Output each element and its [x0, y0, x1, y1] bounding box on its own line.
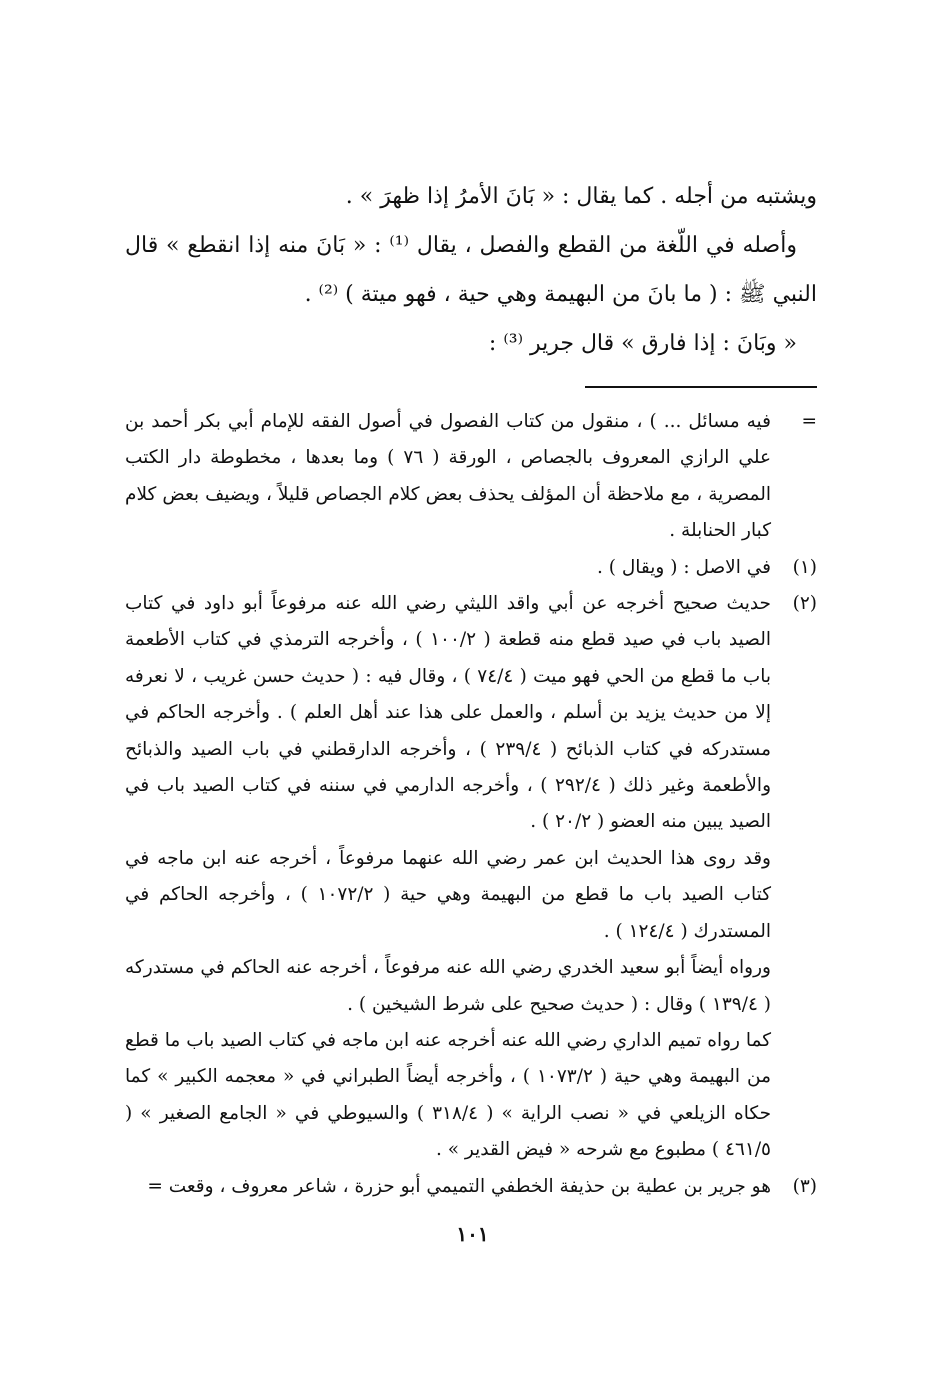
footnote-marker: (١): [792, 556, 817, 578]
footnote-text: ورواه أيضاً أبو سعيد الخدري رضي الله عنه مرفوعاً ، أخرجه عنه الحاكم في مستدركه ( ١٣٩/٤ ) وقال : ( حديث صحيح على شرط الشيخين ) .: [125, 957, 771, 1015]
footnote-text: حديث صحيح أخرجه عن أبي واقد الليثي رضي الله عنه مرفوعاً أبو داود في كتاب الصيد باب في صيد قطع منه قطعة ( ١٠٠/٢ ) ، وأخرجه الترمذي في كتاب الأطعمة باب ما قطع من الحي فهو ميت ( ٧٤/٤ ) ، وقال فيه : ( حديث حسن غريب ، لا نعرفه إلا من حديث يزيد بن أسلم ، والعمل على هذا عند أهل العلم ) . وأخرجه الحاكم في مستدركه في كتاب الذبائح ( ٢٣٩/٤ ) ، وأخرجه الدارقطني في باب الصيد والذبائح والأطعمة وغير ذلك ( ٢٩٢/٤ ) ، وأخرجه الدارمي في سننه في كتاب الصيد باب في الصيد يبين منه العضو ( ٢٠/٢ ) .: [125, 593, 772, 833]
footnote-text: كما رواه تميم الداري رضي الله عنه أخرجه عنه ابن ماجه في كتاب الصيد باب ما قطع من البهيمة وهي حية ( ١٠٧٣/٢ ) ، وأخرجه أيضاً الطبراني في « معجمه الكبير » كما حكاه الزيلعي في « نصب الراية » ( ٣١٨/٤ ) والسيوطي في « الجامع الصغير » ( ٤٦١/٥ ) مطبوع مع شرحه « فيض القدير » .: [125, 1029, 771, 1161]
footnote-marker: (٢): [792, 593, 817, 615]
footnote-text: فيه مسائل ... ) ، منقول من كتاب الفصول في أصول الفقه للإمام أبي بكر أحمد بن علي الرازي المعروف بالجصاص ، الورقة ( ٧٦ ) وما بعدها ، مخطوطة دار الكتب المصرية ، مع ملاحظة أن المؤلف يحذف بعض كلام الجصاص قليلاً ، ويضيف بعض كلام كبار الحنابلة .: [125, 411, 771, 542]
footnote-text: وقد روى هذا الحديث ابن عمر رضي الله عنهما مرفوعاً ، أخرجه عنه ابن ماجه في كتاب الصيد باب ما قطع من البهيمة وهي حية ( ١٠٧٢/٢ ) ، وأخرجه الحاكم في المستدرك ( ١٢٤/٤ ) .: [125, 847, 771, 942]
main-paragraph: ويشتبه من أجله . كما يقال : « بَانَ الأمرُ إذا ظهرَ » .: [345, 184, 817, 209]
footnote-separator: [585, 386, 817, 388]
main-paragraph: وأصله في اللّغة من القطع والفصل ، يقال ⁽¹⁾ : « بَانَ منه إذا انقطع » قال النبي ﷺ : ( ما بانَ من البهيمة وهي حية ، فهو ميتة ) ⁽²⁾ .: [125, 233, 817, 307]
main-paragraph: « وبَانَ : إذا فارق » قال جرير ⁽³⁾ :: [488, 331, 797, 356]
footnotes: [125, 404, 817, 1205]
footnote-1: [125, 550, 817, 586]
page-number: ١٠١: [456, 1222, 489, 1246]
footnote-text: هو جرير بن عطية بن حذيفة الخطفي التميمي أبو حزرة ، شاعر معروف ، وقعت =: [147, 1175, 771, 1197]
footnote-marker: (٣): [792, 1175, 817, 1197]
footnote-continuation: [125, 404, 817, 550]
footnote-3: [125, 1169, 817, 1205]
main-text: [125, 172, 817, 368]
footnote-marker: =: [801, 411, 817, 432]
footnote-2: [125, 586, 817, 1169]
footnote-text: في الاصل : ( ويقال ) .: [596, 556, 771, 578]
